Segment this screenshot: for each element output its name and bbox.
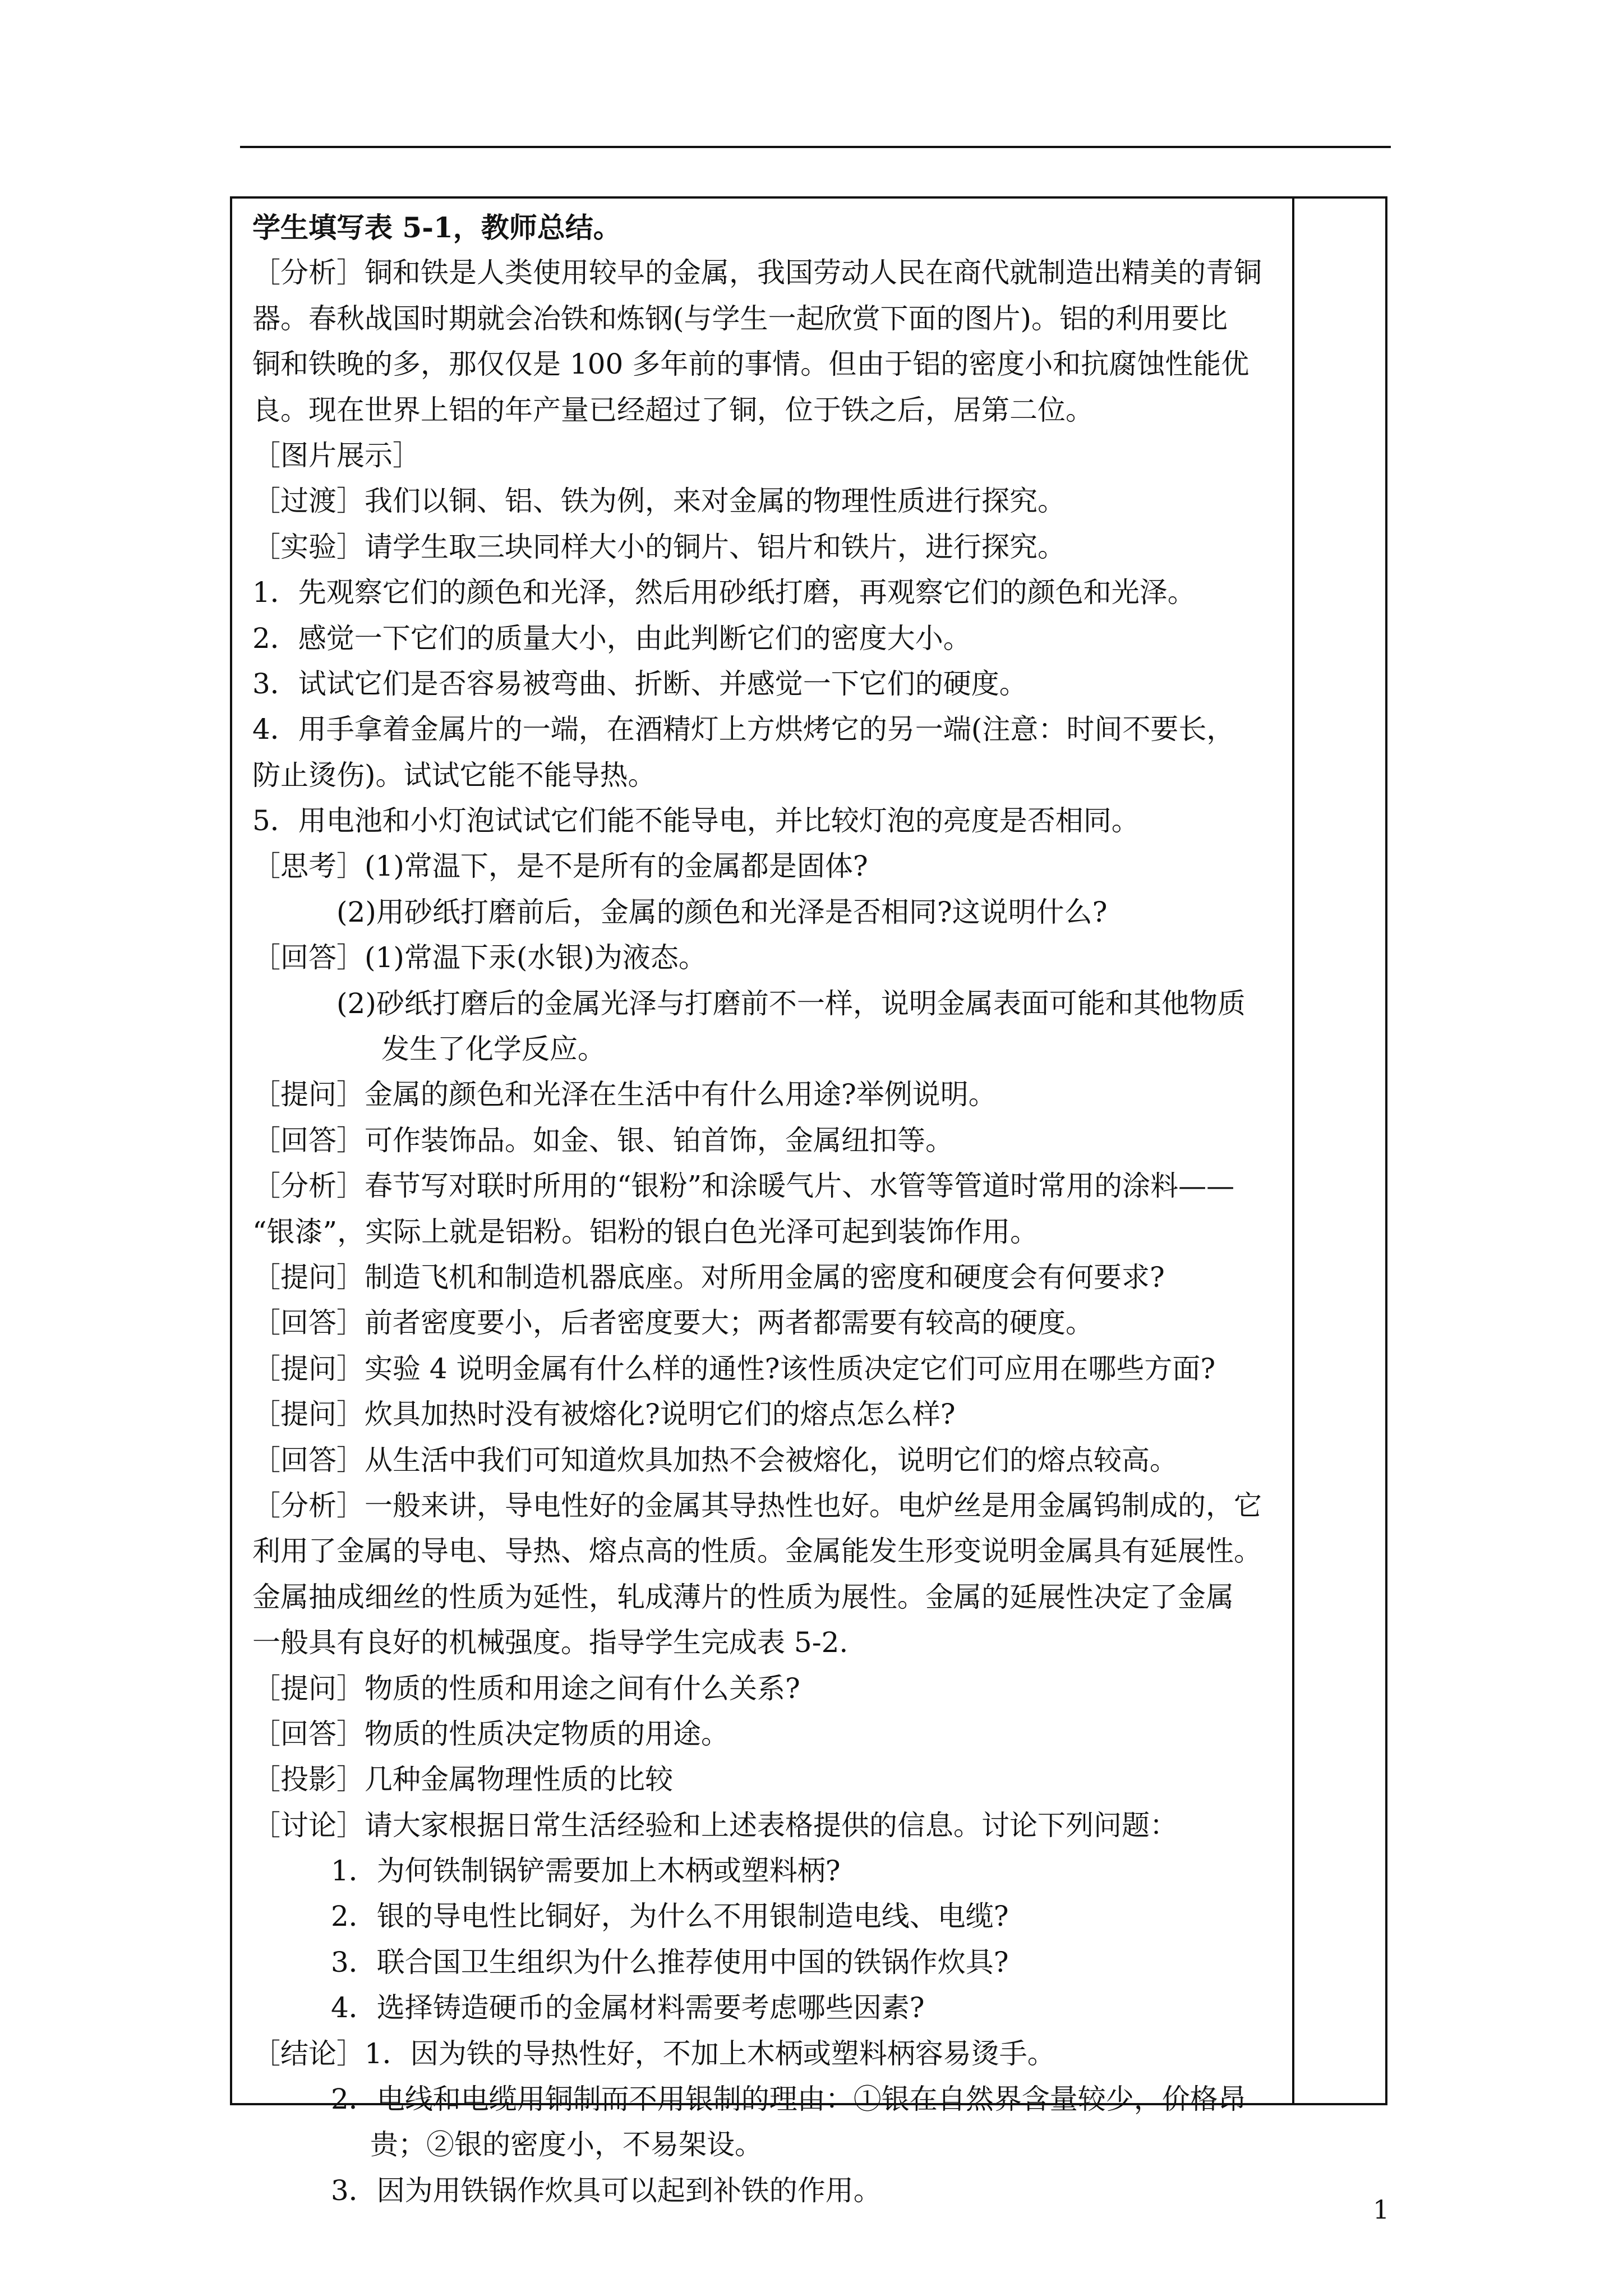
text-line: 4．用手拿着金属片的一端，在酒精灯上方烘烤它的另一端(注意：时间不要长，: [252, 713, 1235, 746]
text-line: ［提问］金属的颜色和光泽在生活中有什么用途?举例说明。: [252, 1078, 997, 1111]
text-line: ［回答］从生活中我们可知道炊具加热不会被熔化，说明它们的熔点较高。: [252, 1443, 1178, 1476]
text-line: ［分析］春节写对联时所用的“银粉”和涂暖气片、水管等管道时常用的涂料——: [252, 1170, 1235, 1203]
text-line: 防止烫伤)。试试它能不能导热。: [252, 758, 656, 792]
text-line: ［图片展示］: [252, 439, 421, 472]
text-line: ［提问］物质的性质和用途之间有什么关系?: [252, 1672, 800, 1705]
text-line: 4．选择铸造硬币的金属材料需要考虑哪些因素?: [331, 1991, 925, 2024]
text-line: 2．银的导电性比铜好，为什么不用银制造电线、电缆?: [331, 1900, 1009, 1933]
text-line: 器。春秋战国时期就会冶铁和炼钢(与学生一起欣赏下面的图片)。铝的利用要比: [252, 302, 1228, 335]
text-line: 金属抽成细丝的性质为延性，轧成薄片的性质为展性。金属的延展性决定了金属: [252, 1580, 1234, 1613]
text-line: ［讨论］请大家根据日常生活经验和上述表格提供的信息。讨论下列问题：: [252, 1809, 1178, 1842]
text-line: 3．联合国卫生组织为什么推荐使用中国的铁锅作炊具?: [331, 1945, 1009, 1978]
text-line: ［分析］一般来讲，导电性好的金属其导热性也好。电炉丝是用金属钨制成的，它: [252, 1489, 1262, 1522]
text-line: 3．因为用铁锅作炊具可以起到补铁的作用。: [331, 2174, 882, 2207]
page-number: 1: [1373, 2194, 1390, 2225]
text-line: 铜和铁晚的多，那仅仅是 100 多年前的事情。但由于铝的密度小和抗腐蚀性能优: [252, 348, 1249, 381]
text-line: ［回答］(1)常温下汞(水银)为液态。: [252, 941, 707, 974]
text-line: 1．先观察它们的颜色和光泽，然后用砂纸打磨，再观察它们的颜色和光泽。: [252, 576, 1196, 609]
text-line: ［结论］1．因为铁的导热性好，不加上木柄或塑料柄容易烫手。: [252, 2037, 1055, 2070]
text-line: ［提问］炊具加热时没有被熔化?说明它们的熔点怎么样?: [252, 1398, 956, 1431]
text-line: 良。现在世界上铝的年产量已经超过了铜，位于铁之后，居第二位。: [252, 393, 1094, 426]
text-line: 学生填写表 5-1，教师总结。: [252, 211, 621, 244]
text-line: ［回答］可作装饰品。如金、银、铂首饰，金属纽扣等。: [252, 1124, 953, 1157]
text-line: 2．电线和电缆用铜制而不用银制的理由：①银在自然界含量较少，价格昂: [331, 2083, 1246, 2116]
text-line: ［投影］几种金属物理性质的比较: [252, 1763, 673, 1796]
header-rule: [240, 146, 1391, 148]
lesson-table-notes-cell: [1292, 196, 1387, 2105]
text-line: ［分析］铜和铁是人类使用较早的金属，我国劳动人民在商代就制造出精美的青铜: [252, 256, 1262, 289]
text-line: ［回答］前者密度要小，后者密度要大；两者都需要有较高的硬度。: [252, 1306, 1094, 1340]
text-line: ［思考］(1)常温下，是不是所有的金属都是固体?: [252, 850, 868, 883]
text-line: ［实验］请学生取三块同样大小的铜片、铝片和铁片，进行探究。: [252, 530, 1066, 563]
text-line: 1．为何铁制锅铲需要加上木柄或塑料柄?: [331, 1855, 841, 1888]
text-line: 一般具有良好的机械强度。指导学生完成表 5-2.: [252, 1626, 849, 1659]
text-line: 5．用电池和小灯泡试试它们能不能导电，并比较灯泡的亮度是否相同。: [252, 804, 1140, 838]
text-line: 贵；②银的密度小，不易架设。: [370, 2128, 763, 2161]
text-line: 发生了化学反应。: [381, 1033, 606, 1066]
text-line: (2)用砂纸打磨前后，金属的颜色和光泽是否相同?这说明什么?: [336, 895, 1108, 928]
text-line: “银漆”，实际上就是铝粉。铝粉的银白色光泽可起到装饰作用。: [252, 1215, 1039, 1248]
text-line: 2．感觉一下它们的质量大小，由此判断它们的密度大小。: [252, 622, 971, 655]
text-line: (2)砂纸打磨后的金属光泽与打磨前不一样，说明金属表面可能和其他物质: [336, 987, 1246, 1020]
lesson-content: [252, 205, 1279, 2214]
text-line: ［提问］制造飞机和制造机器底座。对所用金属的密度和硬度会有何要求?: [252, 1260, 1165, 1294]
text-line: ［过渡］我们以铜、铝、铁为例，来对金属的物理性质进行探究。: [252, 485, 1066, 518]
text-line: 利用了金属的导电、导热、熔点高的性质。金属能发生形变说明金属具有延展性。: [252, 1535, 1262, 1568]
text-line: 3．试试它们是否容易被弯曲、折断、并感觉一下它们的硬度。: [252, 667, 1027, 700]
text-line: ［回答］物质的性质决定物质的用途。: [252, 1717, 729, 1750]
text-line: ［提问］实验 4 说明金属有什么样的通性?该性质决定它们可应用在哪些方面?: [252, 1352, 1216, 1385]
